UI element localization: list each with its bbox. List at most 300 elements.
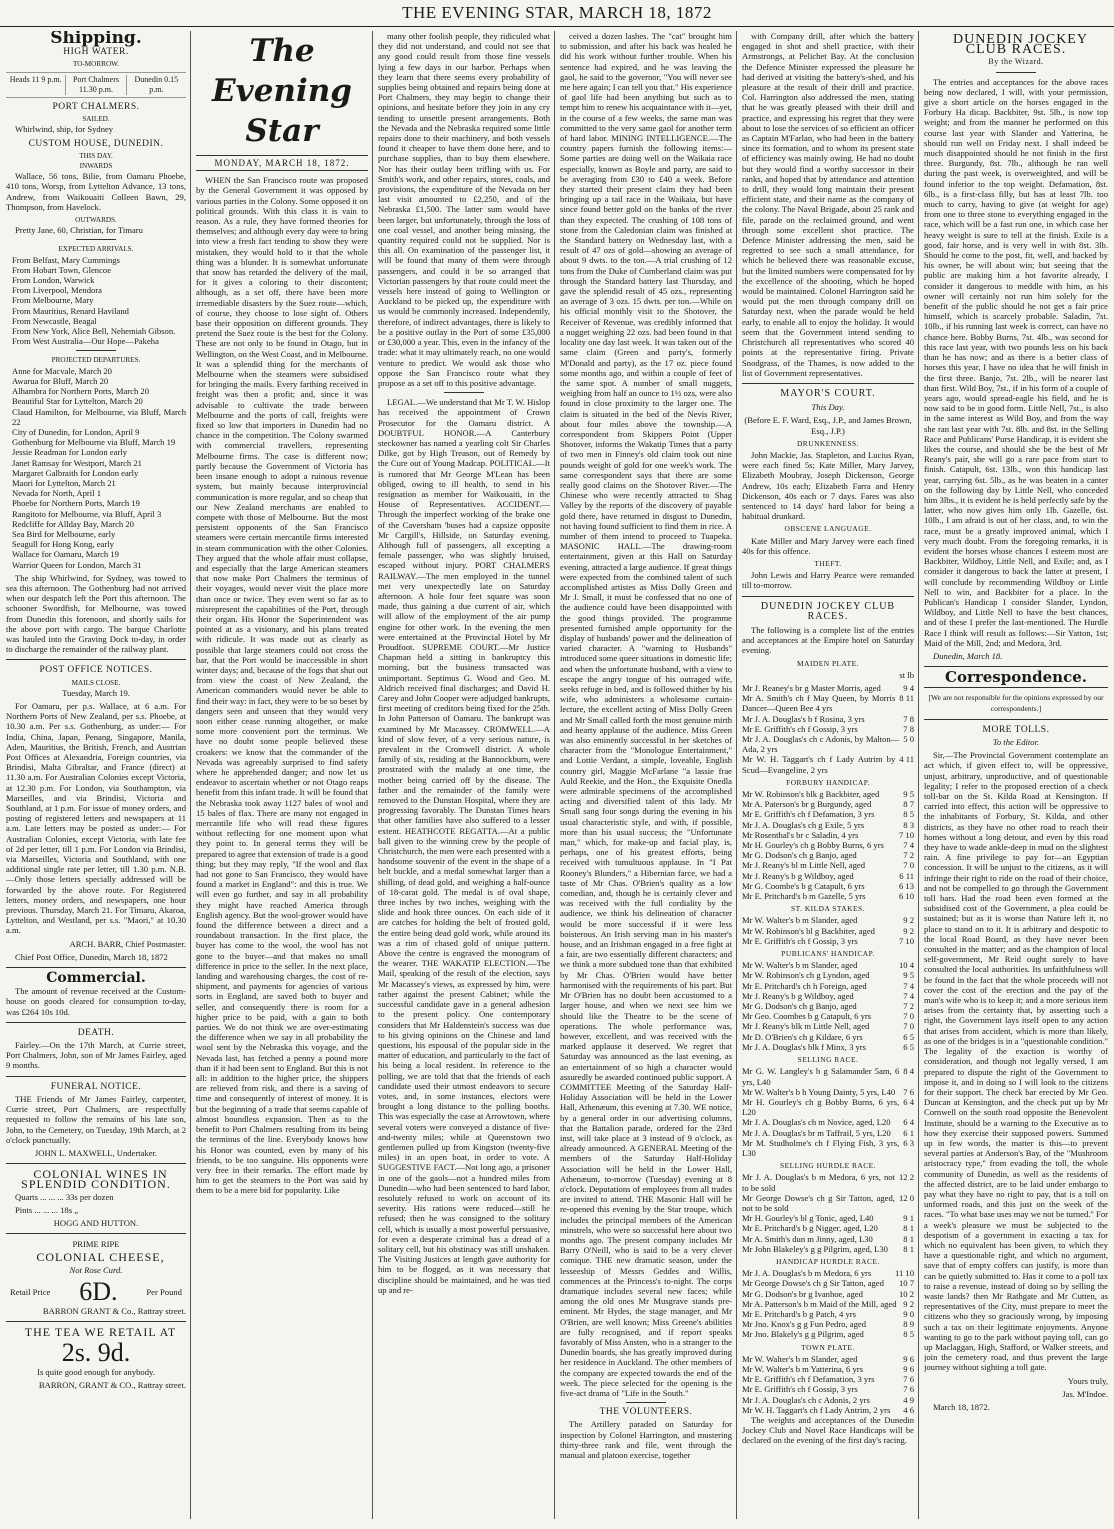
- leader-article-continued: many other foolish people, they ridiculed what they did not understand, and could not see that any good could result from those fine vessels lying a few days in our harbor. Perhaps when they learn that there seems every probability of supplies being obtained and repairs being done at Port Chalmers, they may begin to change their opinions, and hesitate before they join in any cry tending to unsettle present arrangements. Both the Nevada and the Nebraska required some little repairs done to their machinery, and both vessels found it cheaper to have them done here, and to purchase supplies, than to buy them elsewhere. Nor has their outlay been trifling with us. For Smith's work, and other repairs, stores, coals, and provisions, the expenditure of the Nevada on her last visit amounted to £2,250, and of the Nebraska £1,500. The latter sum would have been larger, but unfortunately, through the loss of one coal vessel, and another being missing, the quantity required could not be supplied. Nor is this all. On examination of the passenger list, it will be found that many of them were through passengers, and could it be so arranged that Victorian passengers by that route could meet the vessels here instead of going to Wellington or Auckland to be picked up, the expenditure with us would be commonly increased. Independently, therefore, of indirect advantages, there is likely to be a positive outlay in the Port of some £35,000 or £30,000 a year. This, even in the infancy of the trade: what it may ultimately reach, no one would venture to predict. We would ask those who oppose the San Francisco route what they propose as a set off to this positive advantage.: [378, 31, 550, 388]
- race-entry: [742, 1278, 914, 1288]
- entry-horse: Mr Jno. Blakely's g g Pilgrim, aged: [742, 1329, 864, 1340]
- entry-horse: Mr W. H. Taggart's ch f Lady Antrim, 2 yrs: [742, 1404, 891, 1415]
- cheese-ad-prime: PRIME RIPE: [72, 1239, 120, 1250]
- commercial-text: The amount of revenue received at the Custom-house on goods cleared for consumption to-day, was £264 10s 10d.: [6, 986, 186, 1017]
- entry-weight: 7 6: [903, 1384, 914, 1395]
- list-item: Wallace for Oamaru, March 19: [12, 549, 119, 560]
- divider: [6, 967, 186, 968]
- entry-horse: Mr G. Coombe's b g Catapult, 6 yrs: [742, 880, 865, 891]
- post-signature: ARCH. BARR, Chief Postmaster.: [69, 938, 186, 949]
- letter-closing: Yours truly,: [1067, 1375, 1108, 1386]
- entry-weight: 10 7: [898, 1278, 914, 1289]
- race-entry: [742, 1011, 914, 1021]
- list-item: Awarua for Bluff, March 20: [12, 375, 109, 386]
- entry-horse: Mr Jno. Knox's g g Fun Pedro, aged: [742, 1319, 867, 1330]
- publicans-entries: [742, 960, 914, 1052]
- race-entry: [742, 960, 914, 970]
- entry-weight: 7 8: [903, 713, 914, 724]
- entry-horse: Mr Rosenthal's br c Saladin, 4 yrs: [742, 829, 859, 840]
- entry-horse: Mr E. Griffith's ch f Defamation, 3 yrs: [742, 809, 875, 820]
- tide-dunedin: Dunedin 0.15 p.m.: [126, 75, 186, 95]
- death-heading: DEATH.: [77, 1027, 115, 1038]
- race-entry: [742, 1354, 914, 1364]
- entry-horse: Mr H. Gourley's bl g Tonic, aged, L40: [742, 1213, 874, 1224]
- column-rule: [736, 31, 737, 1519]
- column-shipping: [6, 31, 186, 1523]
- entry-horse: Mr W. H. Taggart's ch f Lady Autrim by Scud—Evangeline, 2 yrs: [742, 754, 896, 775]
- shipping-heading: Shipping.: [50, 31, 142, 48]
- entry-horse: Mr W. Walter's b m Slander, aged: [742, 1353, 858, 1364]
- expected-heading: EXPECTED ARRIVALS.: [58, 245, 134, 254]
- letter-date: March 18, 1872.: [933, 1402, 990, 1412]
- race-entry: [742, 789, 914, 799]
- theft-heading: THEFT.: [814, 558, 842, 568]
- maiden-plate-heading: MAIDEN PLATE.: [797, 658, 859, 668]
- race-entry: [742, 1021, 914, 1031]
- entry-weight: 7 0: [903, 1021, 914, 1032]
- mails-close-label: MAILS CLOSE.: [71, 678, 121, 687]
- divider: [924, 666, 1108, 667]
- publicans-heading: PUBLICANS' HANDICAP.: [781, 949, 875, 959]
- entry-weight: 6 1: [903, 1127, 914, 1138]
- entry-weight: 6 13: [898, 880, 914, 891]
- entry-weight: 9 6: [903, 1353, 914, 1364]
- race-entry: [742, 1329, 914, 1339]
- race-entry: [742, 926, 914, 936]
- race-entry: [742, 1117, 914, 1127]
- race-entry: [742, 799, 914, 809]
- entry-weight: 7 10: [898, 935, 914, 946]
- customs-heading: CUSTOM HOUSE, DUNEDIN.: [28, 138, 164, 149]
- race-entry: [742, 1299, 914, 1309]
- race-entry: [742, 1193, 914, 1213]
- theft-text: John Lewis and Harry Pearce were remanded till to-morrow.: [742, 570, 914, 591]
- race-entry: [742, 1405, 914, 1415]
- mayors-court-day: This Day.: [811, 402, 845, 413]
- race-entry: [742, 724, 914, 734]
- entry-horse: Mr W. Robinson's bl g Backbiter, aged: [742, 925, 875, 936]
- entry-horse: Mr A. Paterson's br g Burgundy, aged: [742, 799, 872, 810]
- selling-hurdle-heading: SELLING HURDLE RACE.: [779, 1161, 876, 1171]
- entry-weight: 7 10: [898, 829, 914, 840]
- correspondence-heading: Correspondence.: [945, 668, 1087, 687]
- projected-list: [6, 366, 186, 570]
- town-plate-heading: TOWN PLATE.: [801, 1342, 855, 1352]
- drunkenness-heading: DRUNKENNESS.: [796, 438, 860, 448]
- wines-advertiser: HOGG AND HUTTON.: [53, 1217, 139, 1228]
- divider: [76, 350, 116, 351]
- entry-weight: 7 4: [903, 840, 914, 851]
- entry-horse: Mr E. Griffith's ch f Gossip, 3 yrs: [742, 1384, 858, 1395]
- race-entry: [742, 1384, 914, 1394]
- cheese-ad-sub: Not Rose Curd.: [69, 1264, 123, 1275]
- entry-horse: Mr George Dowse's ch g Sir Tatton, aged: [742, 1278, 884, 1289]
- list-item: Gothenburg for Melbourne via Bluff, March 19: [12, 437, 176, 448]
- list-item: Sea Bird for Melbourne, early: [12, 528, 116, 539]
- expected-list: [6, 255, 186, 347]
- entry-weight: 7 2: [903, 1001, 914, 1012]
- list-item: Anne for Macvale, March 20: [12, 365, 112, 376]
- column-leader: [196, 31, 368, 1523]
- volunteers-heading: THE VOLUNTEERS.: [599, 1407, 693, 1418]
- race-entry: [742, 981, 914, 991]
- commercial-heading: Commercial.: [46, 970, 146, 987]
- entry-horse: Mr G. W. Langley's b g Salamander 5am, 6 yrs, L40: [742, 1066, 900, 1087]
- list-item: Seagull for Hong Kong, early: [12, 539, 114, 550]
- obscene-text: Kate Miller and Mary Jarvey were each fined 40s for this offence.: [742, 535, 914, 556]
- forbury-heading: FORBURY HANDICAP.: [786, 777, 870, 787]
- race-entry: [742, 850, 914, 860]
- selling-entries: [742, 1066, 914, 1158]
- page-columns: [0, 27, 1114, 1523]
- race-entry: [742, 693, 914, 713]
- entry-horse: Mr W. Robinson's blk g Backbiter, aged: [742, 789, 880, 800]
- race-entry: [742, 754, 914, 774]
- entry-horse: Mr E. Pritchard's b m Gazelle, 5 yrs: [742, 891, 866, 902]
- entry-weight: 9 5: [903, 970, 914, 981]
- entry-weight: 9 4: [903, 682, 914, 693]
- race-entry: [742, 1374, 914, 1384]
- entry-weight: 9 2: [903, 915, 914, 926]
- entry-horse: Mr J. A. Douglas's br m Taffrail, 5 yrs, L20: [742, 1127, 891, 1138]
- entry-weight: 10 4: [898, 960, 914, 971]
- entry-weight: 7 4: [903, 990, 914, 1001]
- volunteers-continued: with Company drill, after which the battery engaged in shot and shell practice, with their Armstrongs, at Pelichet Bay. At the conclusion the Defence Minister expressed the pleasure he had derived at visiting the battery's-shed, and his pleasure at the result of their drill and practice. Col. Harrington also addressed the men, stating that he was greatly pleased with their drill and practice, and expressing his regret that they were about to lose the services of so efficient an officer as Captain M'Farlan, who had been in the battery since its formation, and to whom its present state of efficiency was mainly owing. He had no doubt but they would find a worthy successor in their ranks, and hoped that by attendance and attention to drill, they would long maintain their present efficient state, and their name as the company of the colony. The Naval Brigade, about 25 rank and file, parade on the reclaimed ground, and went through some excellent shot practice. The Defence Minister addressing the men, said he regretted to see such a small attendance, for which he believed there was reasonable excuse, but the limited numbers were compensated for by the excellence of the shooting, which he hoped would be maintained. Colonel Harrington said he would put the men through company drill on Saturday next, when the parade would be held early, to enable all to enjoy the holiday. It would seem that the Government intend sending to Christchurch all representatives who scored 40 points at the representative firing. Private Snodgrass, of the Thames, is now added to the list of Government representatives.: [742, 31, 914, 378]
- list-item: From Melbourne, Mary: [12, 295, 94, 306]
- list-item: Phoebe for Northern Ports, March 19: [12, 498, 140, 509]
- leader-dateline: MONDAY, MARCH 18, 1872.: [196, 155, 368, 171]
- news-items: LEGAL.—We understand that Mr T. W. Hislop has received the appointment of Crown Prosecutor for the Oamaru district. A DOUBTFUL HONOR.—A Canterbury steckowner has named a yearling colt Sir Charles Dilke, got by High Treason, out of Remedy by the Cure out of Young Madcap. POLITICAL.—It is rumored that Mr George M'Lean has been obliged, owing to ill health, to send in his resignation as member for Waikouaiti, in the House of Representatives. ACCIDENT.—Through the imperfect working of the brake one of the Caversham 'buses had a capsize opposite Mr Cargill's, Hillside, on Saturday evening. Although full of passengers, all excepting a female passenger, who was slightly bruised, escaped without injury. PORT CHALMERS RAILWAY.—The men employed in the tunnel met very unexpectedly late on Saturday afternoon. A hole four feet square was soon made, thus gaining a due current of air, which will allow of the employment of the air pump engine for other work. In the evening the men were entertained at the Provincial Hotel by Mr Proudfoot. SUPREME COURT.—Mr Justice Chapman held a sitting in bankruptcy this morning, but the business transacted was unimportant. Septimus G. Wood and Geo. M. Aldrich received final discharges; and David H. Carey and John Cooper were adjudged bankrupts, first meeting of creditors being fixed for the 25th. In John Patterson of Oamaru. The bankrupt was examined by Mr Macassey. CROMWELL.—A kind of slow fever, of a very serious nature, is prevalent in the Cromwell district. A whole family of six, residing at the Bannockburn, were prostrated with the malady at one time, the mother being carried off by the disease. The father and the remainder of the family were removed to the Dunstan Hospital, where they are progressing favorably. The Dunstan Times hears that other families have also suffered to a lesser extent. HEATHCOTE REGATTA.—At a public ball given to the winning crew by the people of Christchurch, the men were each presented with a handsome souvenir of the event in the shape of a belt buckle, and a medal somewhat larger than a shilling, of dead gold, and weighing a half-ounce of 18-carat gold. The medal is of oval shape, three inches by two inches, weighing with the slide and hook three ounces. On each side of it are catches for holding the belt of frosted gold, the entire being dead gold work, while around its was a rim of chased gold of unique pattern. Above the centre is engraved the monogram of the wearer. THE WAKATIP ELECTION.—The Mail, speaking of the result of the election, says Mr Macassey's views, as expressed by him, were rather against the present Cabinet; while the successful candidate gave in a general adhesion to the present policy. One contemporary considers that Mr Haldenstein's success was due to his giving opinions on the Chinese and land questions, his espousal of the popular side in the matter of education, and particularly to the fact of his being a local resident. In reference to the polling, we are told that that the friends of each candidate used their utmost endeavors to secure votes, and, in some instances, electors were brought a long distance to the polling booths. This was especially the case at Arrowtown, where several voters were conveyed a distance of five-and-twenty miles; while at Queenstown two gentlemen pulled up from Kingston (twenty-five miles) in an open boat, in order to vote. A SUGGESTIVE FACT.—Not long ago, a prisoner in one of the gaols—not a hundred miles from Dunedin—who had been sentenced to hard labor, resolutely refused to work on account of its severity. His rations were reduced—still he refused; then he was consigned to the solitary cell, which is usually a most powerful persuasive, for even a desperate criminal has a dread of a solitary cell, but his obstinacy was still unshaken. The Visiting Justices at length gave authority for him to be flogged, as it was necessary that discipline should be maintained, and he was tied up and re-: [378, 397, 550, 1295]
- tea-ad-heading: THE TEA WE RETAIL AT: [24, 1324, 177, 1339]
- divider: [6, 659, 186, 660]
- weight-unit-label: st lb: [899, 669, 914, 680]
- forbury-entries: [742, 789, 914, 901]
- race-entry: [742, 1289, 914, 1299]
- entry-weight: 7 0: [903, 860, 914, 871]
- entry-horse: Mr Geo. Coombes b g Catapult, 6 yrs: [742, 1011, 872, 1022]
- list-item: Janet Ramsay for Westport, March 21: [12, 457, 142, 468]
- post-office-heading: POST OFFICE NOTICES.: [39, 665, 153, 676]
- list-item: From London, Warwick: [12, 275, 95, 286]
- volunteers-text: The Artillery paraded on Saturday for inspection by Colonel Harrington, and mustering thirty-three rank and file, went through the manual and platoon exercise, together: [560, 1419, 732, 1461]
- race-entry: [742, 1213, 914, 1223]
- race-entry: [742, 915, 914, 925]
- entry-horse: Mr A. Smith's dun m Jinny, aged, L30: [742, 1233, 873, 1244]
- race-entry: [742, 683, 914, 693]
- race-entry: [742, 840, 914, 850]
- entry-horse: Mr J. A. Douglas's ch g Exile, 5 yrs: [742, 819, 865, 830]
- djc-intro: The following is a complete list of the entries and acceptances at the Empire hotel on Saturday evening.: [742, 624, 914, 656]
- entry-weight: 10 2: [898, 1288, 914, 1299]
- djc-tips-dateline: Dunedin, March 18.: [933, 650, 1003, 661]
- leader-article: WHEN the San Francisco route was proposed by the General Government it was opposed by various parties in the Colony. Some opposed it on political grounds. With this class it is vain to reason. As a rule, they have formed theories for themselves; and although every day were to bring into view a fresh fact tending to show they were mistaken, they would hold to it that the whole thing was a blunder. It is somewhat unfortunate that snow has retarded the delivery of the mail, for it gives a coloring to their discontent; although, as a set off, there have been more irremediable disasters by the Suez route—which, of course, they choose to lose sight of. Others base their opposition on different grounds. They pretend the Suez route is the best for the Colony. These are not only to be found in Otago, but in Wellington, on the West Coast, and in Melbourne. It was a splendid thing for the merchants of Melbourne when the steamers were subsidised for bringing the mails. Every farthing received in freight was then a profit; and, since it was advisable to cultivate the trade between Melbourne and the ports of call, freights were fixed so low that importers in Dunedin had no chance in the competition. The Colony swarmed with commercial travellers, representing Melbourne firms. The case is different now; partly because the Government of Victoria has been insane enough to adopt a ruinous revenue system, but mainly because interprovincial communication is more regular, and so cheap that our New Zealand merchants are enabled to compete with those of Melbourne. But the most persistent opponents of the San Francisco steamers were certain mercantile firms interested in steam communication with the other Colonies. They argued that the whole affair must collapse, and especially that the large American steamers that now make Port Chalmers the terminus of their voyages, would never visit the place more than once or twice. They even went so far as to misrepresent the capabilities of the Port, through their organ. His Honor the Superintendent was pointed at as a visionary, and his plans treated with ridicule. It was made out as clearly as possible that large steamers could not cross the bar, that the Port would be inaccessible in short winter days; and, because of the fogs that shut out from view the coast of New Zealand, the American commanders would never be able to find their way: in fact, they were to be so beset by dangers seen and unseen that they would very soon either cease running altogether, or make some more convenient port the terminus. We have no doubt some people believed these croakers: we know that the commander of the Nevada was agreeably surprised to find safety where he apprehended danger; and now let us endeavor to ascertain whether or not Otago reaps benefit from this infant trade. It will be found that the Nebraska took away 1127 bales of wool and 15 bales of flax. There are many not engaged in mercantile life who will read these figures without reflecting for one moment upon what they point to. In general terms they will be prepared to agree that extension of trade is a good thing; but they may reply, "If the wool and flax had not gone to San Francisco, they would have found a market in England": and this is true. We will even go further, and say in all probability they might have reached America through English agency. But the wool-grower would have found the difference between a direct and a roundabout transaction. In the first place, the buyer has come to the wool, the wool has not gone to the buyer—and that makes no small difference in price to the seller. In the next place, landing and warehousing charges, the cost of re-shipment, and payments for agencies of various sorts in England, are saved both to buyer and seller, and consequently there is room for a higher price to be paid, with a gain to both parties. We do not think we are over-estimating the difference when we say in all probability the wool sent by the Nebraska this voyage, and the Nevada last, has fetched a penny a pound more than if it had been sent to England. But this is not all: in addition to the higher price, the shippers are relieved from risk, and there is a saving of time and consequently of interest of money. It is but the beginning of a trade that seems capable of almost boundless expansion. Then as to the benefit to Port Chalmers resulting from its being the terminus of the line. Everybody knows how his Honor was counted, even by many of his friends, to be too sanguine. His opponents were very free in their remarks. The effort made by him to get the steamers to the Port was said by them to be a mere bid for popularity. Like: [196, 175, 368, 1196]
- list-item: City of Dunedin, for London, April 9: [12, 426, 140, 437]
- divider: [444, 392, 484, 393]
- entry-weight: 6 11: [899, 870, 914, 881]
- entry-weight: 8 5: [903, 1329, 914, 1340]
- handicap-hurdle-entries: [742, 1268, 914, 1339]
- entry-horse: Mr G. Dodson's br g Ivanhoe, aged: [742, 1288, 863, 1299]
- column-courts-races: [742, 31, 914, 1523]
- outwards-label: OUTWARDS.: [75, 216, 117, 225]
- race-entry: [742, 830, 914, 840]
- entry-weight: 6 3: [903, 1137, 914, 1148]
- divider: [626, 1402, 666, 1403]
- race-entry: [742, 1172, 914, 1192]
- entry-horse: Mr W. Walter's b m Slander, aged: [742, 915, 858, 926]
- entry-horse: Mr J. Reany's blk m Little Nell, aged: [742, 1021, 870, 1032]
- wines-quarts: Quarts ... ... ... 33s per dozen: [15, 1191, 114, 1202]
- entry-weight: 4 9: [903, 1394, 914, 1405]
- town-plate-entries: [742, 1354, 914, 1415]
- race-entry: [742, 1309, 914, 1319]
- djc-tips-heading: DUNEDIN JOCKEY CLUB RACES.: [953, 32, 1088, 58]
- selling-race-heading: SELLING RACE.: [797, 1055, 859, 1065]
- race-entry: [742, 1066, 914, 1086]
- entry-weight: 4 11: [899, 754, 914, 765]
- column-rule: [372, 31, 373, 1519]
- entry-horse: Mr George Dowse's ch g Sir Tatton, aged, not to be sold: [742, 1192, 895, 1213]
- cheese-advertiser: BARRON GRANT & Co., Rattray street.: [42, 1305, 186, 1316]
- race-entry: [742, 991, 914, 1001]
- entry-horse: Mr A. Patterson's b m Maid of the Mill, aged: [742, 1298, 897, 1309]
- race-entry: [742, 1032, 914, 1042]
- list-item: Margaret Galbraith for London early: [12, 467, 139, 478]
- race-entry: [742, 1097, 914, 1117]
- race-entry: [742, 936, 914, 946]
- divider: [6, 1163, 186, 1164]
- entry-weight: 12 0: [898, 1192, 914, 1203]
- entry-horse: Mr J. Reaney's br g Master Morris, aged: [742, 682, 881, 693]
- obscene-heading: OBSCENE LANGUAGE.: [784, 524, 872, 534]
- entry-horse: Mr J. Reany's bl m Little Nell, aged: [742, 860, 866, 871]
- list-item: Jessie Readman for London early: [12, 447, 128, 458]
- race-entry: [742, 809, 914, 819]
- entry-horse: Mr A. Smith's ch f May Queen, by Morris Dancer—Queen Bee 4 yrs: [742, 693, 896, 714]
- entry-horse: Mr M. Studholme's ch f Flying Fish, 3 yrs, L30: [742, 1137, 900, 1158]
- column-rule: [918, 31, 919, 1519]
- death-text: Fairley.—On the 17th March, at Currie street, Port Chalmers, John, son of Mr James Fairley, aged 9 months.: [6, 1040, 186, 1071]
- divider: [924, 687, 1108, 688]
- entry-horse: Mr W. Walter's b m Yatterina, 6 yrs: [742, 1363, 864, 1374]
- entry-weight: 9 0: [903, 1308, 914, 1319]
- projected-heading: PROJECTED DEPARTURES.: [51, 356, 141, 365]
- entry-horse: Mr J. A. Douglas's b m Medora, 6 yrs, not to be sold: [742, 1172, 895, 1193]
- news-items-continued: ceived a dozen lashes. The "cat" brought him to submission, and after his back was healed he did his work without further trouble. When his sentence had expired, and he was leaving the gaol, he said to the governor, "You will never see me here again; I can tell you that." His experience of gaol life had been anything but such as to tempt him to renew his acquaintance with it—yet, in the course of a few weeks, the same man was committed to the very same gaol for another term of hard labor. MINING INTELLIGENCE.—The country papers furnish the following items:—Some parties are doing well on the Waikaia race especially, known as Boyle and party, are said to be averaging from £30 to £40 a week. Before they started their present claim they had been bringing up a tail race in the Waikaia, but have since found better gold on the banks of the river than they expected. The crushing of 108 tons of stone from the Caledonian claim was finished at the Standard battery on Wednesday last, with a result of 47 ozs of gold—showing an average of about 9 dwts. to the ton.—A trial crushing of 12 tons from the Duke of Cumberland claim was put through the Standard battery last Thursday, and gave the splendid result of 45 ozs., representing an average of 3 ozs. 15 dwts. per ton.—While on his official monthly visit to the Shotover, the Receiver of Revenue, was credibly informed that a nugget weighing 22 ozs. had been found in that locality one day last week. It was taken out of the same claim (Green and party's, formerly M'Donald and party), as the 17 oz. piece found some months ago, and within a couple of feet of the same spot. A number of small nuggets, weighing from half an ounce to 1½ ozs, were also found in close proximity to the larger one. The claim is situated in the bed of the Nevis River, about four miles above the township.—A correspondent from Skippers Point (Upper Shotover, informs the Wakatip Times that a party of two men in Finney's old claim took out nine pounds weight of gold for one week's work. The same correspondent says that there are some really good claims on the Shotover River.—The Chinese who were recently attracted to Shag Valley by the reports of the discovery of payable gold there, have returned in disgust to Dunedin, not having found sufficient to find them in rice. A number of them intend to proceed to Tuapeka. MASONIC HALL.—The drawing-room entertainment, given at this Hall on Saturday evening, attracted a large audience. If great things were expected from the combined talent of such accomplished artistes as Miss Dolly Green and Mr J. Small, it must be confessed that no one of the audience could have been disappointed with the good things provided. The programme presented furnished ample opportunity for the display of husbands' power and the delineation of varied character. A "warning to Husbands" introduced some queer situations in domestic life; and when the unfortunate husband, with a view to escape the angry tongue of his outraged wife, seeks refuge in bed, and is followed thither by his wife, who administers a wholesome curtain-lecture, the excellent acting of Miss Dolly Green and Mr Small called forth the most genuine mirth and hearty applause of the audience. Miss Green was also eminently successful in her sketches of character from the "Monologue Entertainment," and Lottie Verdant, a simple, loveable, English country girl, Maggie McFarlane "a lassie frae Auld Reekie, and the Hon., the Exquisite Onedla were admirable specimens of the accomplished acting and diversified talent of this lady. Mr Small sang four songs during the evening in his usual characteristic style, and with, if possible, more than his usual success; the "Unfortunate man," which, for make-up and facial play, is, perhaps, one of his greatest efforts, being received with tumultuous applause. In "I Pat Rooney's Blunders," a Hibernian farce, we had a taste of Mr Chas. O'Brien's quality as a low comedian, and, though he is certainly clever and was received with the full cordiality by the audience, we think his delineation of character would be more successful if it were less boisterous. An Irish serving man in his master's house, and an Irishman engaged in a free fight at a fair, are two essentially different characters; and we think a more subdued tone than that exhibited by Mr Chas. O'Brien would have better harmonised with the requirements of his part. But Mr O'Brien has no doubt been accustomed to a larger house, and when we next see him we should like the Theatre to be the scene of operations. The whole performance was, however, excellent, and was received with the marked applause it deserved. We regret that Saturday was announced as the last evening, as an entertainment of so high a character would assuredly be awarded continued public support. A COMMITTEE Meeting of the Saturday Half-Holiday Association will be held in the Lower Hall, Athenæum, this evening at 7.30. WE notice, by a general order in our advertising columns, that the Battalion parade, ordered for the 23rd inst, will take place at 3 instead of 9 o'clock, as already announced. A GENERAL Meeting of the members of the Saturday Half-Holiday Association will be held in the Lower Hall, Athenæum, to-morrow (Tuesday) evening at 8 o'clock. Deputations of employees from all trades are invited to attend. THE Masonic Hall will be re-opened this evening by the Star troupe, which includes the principal members of the American minstrels, who were so successful here about two months ago. The present company includes Mr Barry O'Neill, who is said to be a very clever comique. THE new dramatic season, under the lesseeship of Messrs Geddes and Willis, commences at the Princess's to-night. The corps dramatique includes several new faces; while among the old ones Mr Musgrave stands pre-eminent. Mr Hydes, the stage manager, and Mr O'Brien, are well known; Miss Greene's abilities are fully recognised, and if report speaks favorably of Miss Ansten, who is a stranger to the Dunedin boards, she has greatly improved during her residence in Auckland. The other members of the company are expected towards the end of the week. The piece selected for the opening is the five-act drama of "Life in the South.": [560, 31, 732, 1399]
- selling-hurdle-entries: [742, 1172, 914, 1254]
- list-item: Maori for Lyttelton, March 21: [12, 477, 116, 488]
- djc-tips-text: The entries and acceptances for the above races being now declared, I will, with your permission, give a short article on the horses engaged in the Forbury Ha dicap. Backbiter, 9st. 5lb., is now top weight; and from the manner he performed on this course last year with Slander and Yatterina, he should run well on Friday next. I shall indeed be much disappointed should he not finish in the first three. Burgundy, 8st. 7lb., although he ran well during the past week, is overweighted, and will be found inferior to the top weight. Defamation, 8st. 6lb., is a first-class filly, but has at least 7lb. too much to carry, having to give (at weight for age) from one to three stone to everything engaged in the race, which will be a fast run one, in which case her heavy weight is sure to tell at the finish. Exile is a good, fair horse, and is very well in with 8st. 3lb. Should he come to the post, fit, well, and backed by his owner, he will about win; but seeing that the public are making him a hot favorite already, I consider it dangerous to meddle with him, as his owner will certainly not run him solely for the benefit of the public should he not get a fair price himself, which is scarcely probable. Saladin, 7st. 10lb., if his running last week is correct, can have no chance here. Bobby Burns, 7st. 4lb., was second for this race last year, with two pounds less on his back than he has now; and as there is a better class of horses this year, I have no idea that he will finish in the first three. Banjo, 7st. 2lb., will be nearer last than first. Wild Boy, 7st., if in his form of a couple of years ago, would spread-eagle his field, and he is now said to be in good form. Little Nell, 7st., is also in the same interest as Wild Boy, and from the way she ran last year with 7st. 8lb. and 8st. in the Selling Race and Publicans' Purse Handicap, it is evident she likes the course, and should she be the best of Mr Reany's pair, she will go a rare pace from start to finish. Catapult, 6st. 13lb., won this handicap last year, carrying 6st. 5lb., as he was beaten in a canter on the following day by Little Nell, who conceded him 3lbs., it is evident he is held perfectly safe by the latter, who now gives him only 1lb. Gazelle, 6st. 10lb., I am afraid is out of her class, and, to win the race, must be a greatly improved animal, which I very much doubt. From the foregoing remarks, it is evident the horses whose chances I esteem most are Backbiter, Wildboy, Little Nell, and Exile; and, as I consider it dangerous to back the latter at present, I will conclude by recommending Wildboy or Little Nell to win, and Backbiter for a place. In the Publican's Handicap I consider Slander, Lyndon, Wildboy, and Little Nell to have the best chances, and of these I prefer the last-mentioned. The Hurdle Race I think will result as follows:—Sir Yatton, 1st; Maid of the Mill, 2nd; and Medora, 3rd.: [924, 76, 1108, 648]
- entry-weight: 9 2: [903, 925, 914, 936]
- entry-weight: 6 4: [903, 1096, 914, 1107]
- entry-horse: Mr D. O'Brien's ch g Kildare, 6 yrs: [742, 1031, 863, 1042]
- tide-port-chalmers: Port Chalmers 11.30 p.m.: [65, 75, 125, 95]
- entry-horse: Mr E. Griffith's ch f Defamation, 3 yrs: [742, 1374, 875, 1385]
- entry-horse: Mr J. A. Douglas's ch m Novice, aged, L20: [742, 1117, 891, 1128]
- tea-price: 2s. 9d.: [61, 1338, 131, 1368]
- tea-advertiser: BARRON, GRANT & CO., Rattray street.: [38, 1380, 186, 1391]
- race-entry: [742, 1244, 914, 1254]
- list-item: From Belfast, Mary Cummings: [12, 254, 120, 265]
- mayors-court-bench: (Before E. F. Ward, Esq., J.P., and James Brown, Esq., J.P.): [744, 415, 912, 436]
- cheese-price-row: [6, 1278, 186, 1306]
- retail-price-label: Retail Price: [10, 1286, 51, 1297]
- funeral-heading: FUNERAL NOTICE.: [50, 1081, 142, 1092]
- entry-horse: Mr J. A. Douglas's ch c Adonis, by Malton—Ada, 2 yrs: [742, 734, 900, 755]
- per-pound-label: Per Pound: [146, 1286, 182, 1297]
- entry-horse: Mr John Blakeley's g g Pilgrim, aged, L30: [742, 1243, 888, 1254]
- entry-horse: Mr J. A. Douglas's b m Medora, 6 yrs: [742, 1268, 872, 1279]
- post-text: For Oamaru, per p.s. Wallace, at 6 a.m. For Northern Ports of New Zealand, per s.s. Phoebe, at 10.30 a.m. Per s.s. Gothenburg, as under:— For India, China, Japan, Penang, Singapore, Manila, Aden, Mauritius, the British, French, and Austrian Post Offices at Alexandria, Foreign countries, via Brindisi, Malta Gibraltar, and France (direct) at 11.30 a.m. For Australian Colonies except Victoria, at 12.30 p.m. For London, via Southampton, via Marseilles, and via Brindisi, Victoria and Southland, at 1 p.m. For issue of money orders, and posting of registered letters and newspapers at 11 a.m. Late letters may be posted as under:— For Australian Colonies, except Victoria, with late fee of 2d per letter, till 1 p.m. For London via Brindisi, via Marseilles, Victoria and Southland, with one additional single rate per letter, till 1.30 p.m. N.B.—Only those letters specially addressed will be forwarded by the above route. For Registered letters, money orders, and newspapers, one hour previous. Thursday, March 21. For Timaru, Akaroa, Lyttelton, and Westland, per s.s. "Maori," at 10.30 a.m.: [6, 700, 186, 936]
- funeral-text: THE Friends of Mr James Fairley, carpenter, Currie street, Port Chalmers, are respectfully requested to follow the remains of his late son, John, to the Cemetery, on Tuesday, 19th March, at 2 o'clock punctually.: [6, 1093, 186, 1145]
- newspaper-logo: The Evening Star: [212, 33, 352, 149]
- high-water-heading: HIGH WATER.: [63, 47, 129, 58]
- entry-weight: 9 2: [903, 1298, 914, 1309]
- list-item: Nevada for North, April 1: [12, 488, 102, 499]
- this-day-label: THIS DAY.: [79, 151, 113, 160]
- entry-horse: Mr E. Pritchard's ch h Foreign, aged: [742, 980, 867, 991]
- sailed-text: Whirlwind, ship, for Sydney: [15, 124, 114, 135]
- list-item: Beautiful Star for Lyttelton, March 20: [12, 396, 143, 407]
- entry-weight: 8 4: [903, 1066, 914, 1077]
- divider: [924, 719, 1108, 720]
- drunkenness-text: John Mackie, Jas. Stapleton, and Lucius Ryan, were each fined 5s; Kate Miller, Mary Jarvey, Elizabeth Moubray, Joseph Dickenson, George Andrew, 10s each; Elizabeth Farra and Henry Dickenson, 40s each or 7 days. Fares was also sentenced to 14 days' hard labor for being a habitual drunkard.: [742, 449, 914, 522]
- letter-signature: Jas. M'Indoe.: [1062, 1388, 1108, 1399]
- mayors-court-heading: MAYOR'S COURT.: [780, 387, 876, 399]
- djc-heading: DUNEDIN JOCKEY CLUB RACES.: [760, 600, 896, 622]
- entry-weight: 7 2: [903, 850, 914, 861]
- djc-tips-byline: By the Wizard.: [988, 57, 1044, 67]
- post-signature-date: Chief Post Office, Dunedin, March 18, 1872: [15, 951, 168, 962]
- race-entry: [742, 1234, 914, 1244]
- entry-weight: 8 9: [903, 1319, 914, 1330]
- more-tolls-letter: Sir,—The Provincial Government contemplate an act which, if given effect to, will be oppressive, unjust, arbitrary, unproductive, and of questionable legality; I refer to the proposed erection of a check toll-bar on the St. Kilda Road at Kensington. If carried into effect, this action will be oppressive to the inhabitants of Forbury, St. Kilda, and other districts, as they have no other road to reach their homes without a long detour, and even by this road they have to wade ankle-deep in mud on the slightest rain. A fine privilege to pay for—an Egyptian concession. It will be unjust to the citizens, as it will infringe their right to ride on the road of their choice, and not be compelled to go through the Government toll bars. Had the road been even formed at the subsidised cost of the Government, a plea could be sustained; but as it is worse than Nature left it, no place to stand on to it. It is arbitrary and despotic to the local Road Board, as they have never been consulted in the matter; and as the champion of local self-government, Mr Reid ought surely to have consulted the local authorities. Its unfaithfulness will be found in the fact that the whole proceeds will not cover the cost of the erection and the pay of the man's wife who is to keep it; and a more serious item arises from the certainty that, by asserting such a right, the Government lays itself open to any action that arises from accident, which is more than likely, as one of the bridges is in a "questionable condition." The legality of the exaction is worthy of consideration, and though not legally versed, I am prepared to dispute the right of the Government to impose it, and in doing so I will look to the citizens for their support. The check bar erected by Mr Geo. Duncan at Kensington, and the check put up by Mr Cornwell on the south road opposite the Benevolent Institute, should be a warning to the Executive as to how they exercise their supposed powers. Summed up in few words, the matter is this—to prevent several parties at Anderson's Bay, of the "Mushroom aristocracy type," from evading the toll, the whole community of Dunedin, as well as the residents of the affected district, are to be laid under embargo to pay what they have no right to pay, that is a toll on unformed roads, and this just on the week of the races. "To what base uses may we not be turned." For a week's pleasure we must be subjected to the despotism of a government in exacting a tax for which no equivalent has been given, to which they have a questionable right, and which no argument, save that of empty coffers can justify, is more than can be quietly submitted to. Has it come to a poll tax to raise a revenue, instead of doing so by selling the waste lands? then Mr Rathgate and Mr Cutten, as representatives of the City, must prepare to meet the citizens who they so graciously wrong, by imposing such a tax on their legitimate enjoyments. Anyone wanting to go to the park without paying toll, can go up Maclaggan, High, Stafford, or Walker streets, and join the cemetery road, and thus prevent the large journey without sighting a toll gate.: [924, 750, 1108, 1373]
- divider: [742, 383, 914, 384]
- cheese-price: 6D.: [79, 1276, 118, 1306]
- st-kilda-heading: ST. KILDA STAKES.: [791, 904, 865, 914]
- race-entry: [742, 1268, 914, 1278]
- maiden-entries: [742, 683, 914, 775]
- entry-weight: 7 0: [903, 1011, 914, 1022]
- entry-weight: 4 6: [903, 1404, 914, 1415]
- list-item: Redcliffe for Allday Bay, March 20: [12, 518, 134, 529]
- entry-weight: 7 6: [903, 1374, 914, 1385]
- more-tolls-heading: MORE TOLLS.: [982, 724, 1050, 735]
- divider: [742, 596, 914, 597]
- column-racing-correspondence: [924, 31, 1108, 1523]
- entry-weight: 12 2: [898, 1172, 914, 1183]
- entry-weight: 8 11: [899, 693, 914, 704]
- entry-weight: 5 0: [903, 734, 914, 744]
- cheese-ad-heading: COLONIAL CHEESE,: [36, 1250, 165, 1265]
- divider: [6, 1076, 186, 1077]
- entry-weight: 8 7: [903, 799, 914, 810]
- inwards-label: INWARDS: [79, 162, 113, 171]
- race-entry: [742, 1138, 914, 1158]
- race-entry: [742, 714, 914, 724]
- column-rule: [554, 31, 555, 1519]
- inwards-text: Wallace, 56 tons, Bilie, from Oamaru Phoebe, 410 tons, Worsp, from Lyttelton Advance, 13 tons, Andrew, from Waikouaiti Colleen Bawn, 29, Thompson, from Havelock.: [6, 171, 186, 212]
- divider: [6, 1022, 186, 1023]
- entry-horse: Mr E. Pritchard's b g Nigger, aged, L20: [742, 1223, 878, 1234]
- entry-horse: Mr J. Reany's b g Wildboy, aged: [742, 990, 854, 1001]
- race-entry: [742, 1128, 914, 1138]
- race-entry: [742, 860, 914, 870]
- entry-horse: Mr W. Robinson's ch g Lyndon, aged: [742, 970, 870, 981]
- race-entry: [742, 734, 914, 754]
- masthead: [0, 0, 1114, 27]
- race-entry: [742, 1042, 914, 1052]
- race-entry: [742, 891, 914, 901]
- entry-weight: 8 5: [903, 809, 914, 820]
- entry-weight: 8 1: [903, 1243, 914, 1254]
- column-news-2: [560, 31, 732, 1523]
- column-news-1: [378, 31, 550, 1523]
- entry-horse: Mr J. A. Douglas's b f Rosina, 3 yrs: [742, 713, 865, 724]
- handicap-hurdle-heading: HANDICAP HURDLE RACE.: [776, 1256, 880, 1266]
- races-closing-note: The weights and acceptances of the Dunedin Jockey Club and Novel Race Handicaps will be declared on the evening of the first day's racing.: [742, 1415, 914, 1446]
- entry-weight: 9 6: [903, 1363, 914, 1374]
- race-entry: [742, 1395, 914, 1405]
- entry-weight: 9 1: [903, 1213, 914, 1224]
- entry-horse: Mr J. A. Douglas's blk f Minx, 3 yrs: [742, 1041, 867, 1052]
- tea-ad-sub: Is quite good enough for anybody.: [37, 1367, 155, 1378]
- funeral-signature: JOHN L. MAXWELL, Undertaker.: [34, 1147, 158, 1158]
- list-item: Alhambra for Northern Ports, March 20: [12, 386, 149, 397]
- list-item: From New York, Alice Bell, Nehemiah Gibson.: [12, 326, 176, 337]
- entry-weight: 8 3: [903, 819, 914, 830]
- tide-table: [6, 72, 186, 98]
- port-chalmers-heading: PORT CHALMERS.: [52, 102, 140, 113]
- divider: [996, 72, 1036, 73]
- shipping-news: The ship Whirlwind, for Sydney, was towed to sea this afternoon. The Gothenburg had not arrived when our despatch left the Port this afternoon. The schooner Swordfish, for Melbourne, was towed from Dunedin this forenoon, and shortly sails for the above port with cargo. The barque Charlotte was hauled into the Graving Dock to-day, in order to discharge the remainder of the railway plant.: [6, 572, 186, 655]
- entry-horse: Mr W. Walter's b m Slander, aged: [742, 960, 858, 971]
- entry-weight: 7 8: [903, 723, 914, 734]
- st-kilda-entries: [742, 915, 914, 946]
- entry-weight: 6 5: [903, 1031, 914, 1042]
- entry-horse: Mr J. A. Douglas's ch c Adonis, 2 yrs: [742, 1394, 870, 1405]
- race-entry: [742, 970, 914, 980]
- correspondence-disclaimer: [We are not responsible for the opinions expressed by our correspondents.]: [928, 693, 1104, 713]
- list-item: From Mauritius, Renard Haviland: [12, 305, 129, 316]
- list-item: From West Australia—Our Hope—Pakeha: [12, 336, 159, 347]
- list-item: From Newcastle, Beagal: [12, 315, 97, 326]
- entry-horse: Mr E. Pritchard's b g Patch, 4 yrs: [742, 1308, 856, 1319]
- outwards-text: Pretty Jane, 60, Christian, for Timaru: [15, 225, 143, 236]
- race-entry: [742, 820, 914, 830]
- entry-horse: Mr H. Gourley's ch g Bobby Burns, 6 yrs: [742, 840, 884, 851]
- entry-weight: 7 6: [903, 1086, 914, 1097]
- race-entry: [742, 881, 914, 891]
- wines-ad-heading: COLONIAL WINES IN SPLENDID CONDITION.: [21, 1167, 171, 1192]
- entry-weight: 8 1: [903, 1223, 914, 1234]
- divider: [6, 1321, 186, 1322]
- entry-horse: Mr E. Griffith's ch f Gossip, 3 yrs: [742, 935, 858, 946]
- masthead-title: THE EVENING STAR, MARCH 18, 1872: [402, 3, 712, 22]
- list-item: Rangitoto for Melbourne, via Bluff, April 3: [12, 508, 162, 519]
- divider: [6, 1233, 186, 1234]
- post-date: Tuesday, March 19.: [62, 687, 130, 698]
- entry-horse: Mr G. Dodson's ch g Banjo, aged: [742, 850, 857, 861]
- entry-weight: 7 4: [903, 980, 914, 991]
- race-entry: [742, 1223, 914, 1233]
- list-item: From Hobart Town, Glencoe: [12, 264, 112, 275]
- race-entry: [742, 1001, 914, 1011]
- entry-weight: 9 5: [903, 789, 914, 800]
- entry-horse: Mr E. Griffith's ch f Gossip, 3 yrs: [742, 723, 858, 734]
- entry-weight: 6 10: [898, 891, 914, 902]
- entry-horse: Mr W. Walter's b h Young Dainty, 5 yrs, L40: [742, 1086, 896, 1097]
